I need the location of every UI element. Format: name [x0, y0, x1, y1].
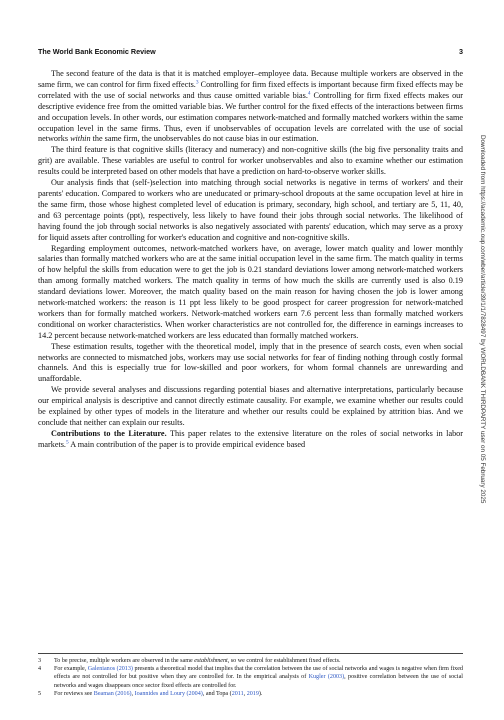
- footnote-number: 3: [38, 658, 42, 664]
- download-notice: Downloaded from https://academic.oup.com/wber/article/39/1/1/7828497 by WORLDBANK THIRDPARTY user on 05 February 2025: [479, 135, 486, 504]
- text-run: , so we control for establishment fixed effects.: [227, 658, 341, 664]
- text-run: To be precise, multiple workers are observed in the same: [54, 658, 195, 664]
- footnote-ref-3[interactable]: 3: [195, 79, 199, 86]
- citation-link[interactable]: Beaman (2016): [93, 690, 132, 697]
- emphasis: within: [70, 134, 91, 144]
- text-run: This paper relates to the extensive literature on the roles of social networks in labor markets.: [38, 428, 463, 449]
- text-run: ).: [258, 690, 263, 697]
- journal-title: The World Bank Economic Review: [38, 47, 156, 56]
- paragraph-1: [38, 69, 463, 145]
- text-run: , and Topa (: [202, 690, 232, 697]
- page-number: 3: [459, 47, 463, 56]
- text-run: A main contribution of the paper is to provide empirical evidence based: [68, 439, 306, 449]
- footnotes: [38, 657, 463, 698]
- text-run: For example,: [54, 666, 88, 673]
- footnote-number: 4: [38, 666, 42, 673]
- text-run: the same firm, the unobservables do not cause bias in our estimation.: [90, 134, 319, 144]
- footnote-number: 5: [38, 690, 42, 697]
- footnote-3: [38, 657, 463, 665]
- footnote-ref-4[interactable]: 4: [307, 90, 311, 97]
- text-run: For reviews see: [54, 690, 94, 697]
- citation-link[interactable]: Kugler (2003): [308, 674, 345, 681]
- paragraph-2: The third feature is that cognitive skills (literacy and numeracy) and non-cognitive skills (the big five personality traits and grit) are available. These variables are useful to control for worker unobservables and also to examine whether our estimation results could be interpreted based on other models that have a prediction on hard-to-observe worker skills.: [38, 145, 463, 177]
- text-run: ,: [243, 690, 247, 697]
- footnote-divider: [38, 653, 463, 654]
- text-run: Controlling for firm fixed effects makes our descriptive evidence free from the omitted variable bias. We further control for the fixed effects of the interactions between firms and occupation levels. In other words, our estimation compares network-matched and formally matched workers within the same occupation level in the same firms. Thus, even if unobservables of occupation levels are correlated with the use of social networks: [38, 90, 463, 144]
- footnote-5: [38, 690, 463, 698]
- footnote-4: [38, 665, 463, 690]
- text-run: The second feature of the data is that it is matched employer–employee data. Because multiple workers are observed in the same firm, we can control for firm fixed effects.: [38, 69, 463, 89]
- running-header: [38, 47, 463, 59]
- text-run: Controlling for firm fixed effects is important because firm fixed effects may be correlated with the use of social networks and thus cause omitted variable bias.: [38, 79, 463, 100]
- citation-link[interactable]: 2019: [246, 690, 259, 697]
- paragraph-7: [38, 429, 463, 451]
- main-text: [38, 69, 463, 451]
- emphasis: establishment: [194, 658, 228, 664]
- footnote-ref-5[interactable]: 5: [65, 439, 69, 446]
- text-run: , positive correlation between the use of social networks and wages disappears once sector fixed effects are controlled for.: [54, 674, 463, 689]
- text-run: presents a theoretical model that implies that the correlation between the use of social networks and wages is negative when firm fixed effects are not controlled for but positive when they are controlled for. In the empirical analysis of: [54, 666, 463, 681]
- paragraph-6: We provide several analyses and discussions regarding potential biases and alternative interpretations, particularly because our empirical analysis is descriptive and cannot directly estimate causality. For example, we examine whether our results could be explained by other types of models in the literature and whether our results could be explained by attrition bias. And we conclude that neither can explain our results.: [38, 385, 463, 427]
- paragraph-5: These estimation results, together with the theoretical model, imply that in the presence of search costs, even when social networks are connected to mismatched jobs, workers may use social networks for fear of finding nothing through costly formal channels. And this is especially true for low-skilled and poor workers, for whom formal channels are unrewarding and unaffordable.: [38, 341, 463, 384]
- download-watermark: [476, 135, 486, 675]
- citation-link[interactable]: Ioannides and Loury (2004): [134, 690, 203, 697]
- section-heading: Contributions to the Literature.: [51, 428, 167, 438]
- citation-link[interactable]: 2011: [231, 690, 244, 697]
- paragraph-3: Our analysis finds that (self-)selection into matching through social networks is negative in terms of workers' and their parents' education. Compared to workers who are uneducated or primary-school dropouts at the same occupation level at hire in the same firm, those whose highest completed level of education is primary, secondary, high school, and tertiary are 5, 11, 40, and 63 percentage points (ppt), respectively, less likely to have found their jobs through social networks. The likelihood of having found the job through social networks is also negatively associated with parents' education, which may serve as a proxy for liquid assets after controlling for worker's education and cognitive and non-cognitive skills.: [38, 178, 463, 242]
- paragraph-4: Regarding employment outcomes, network-matched workers have, on average, lower match quality and lower monthly salaries than formally matched workers who are at the same initial occupation level in the same firm. The match quality in terms of how helpful the skills from education were to get the job is 0.21 standard deviations lower among network-matched workers than among formally matched workers. The match quality in terms of how much the skills are currently used is also 0.19 standard deviations lower. Moreover, the match quality based on the main reason for having chosen the job is lower among network-matched workers: the reason is 11 ppt less likely to be good prospect for career progression for network-matched workers than for formally matched workers. Network-matched workers earn 7.6 percent less than formally matched workers conditional on worker characteristics. When worker characteristics are not controlled for, the difference in earnings increases to 14.2 percent because network-matched workers are less educated than formally matched workers.: [38, 243, 463, 340]
- text-run: ,: [131, 690, 135, 697]
- citation-link[interactable]: Galenianos (2013): [87, 666, 133, 673]
